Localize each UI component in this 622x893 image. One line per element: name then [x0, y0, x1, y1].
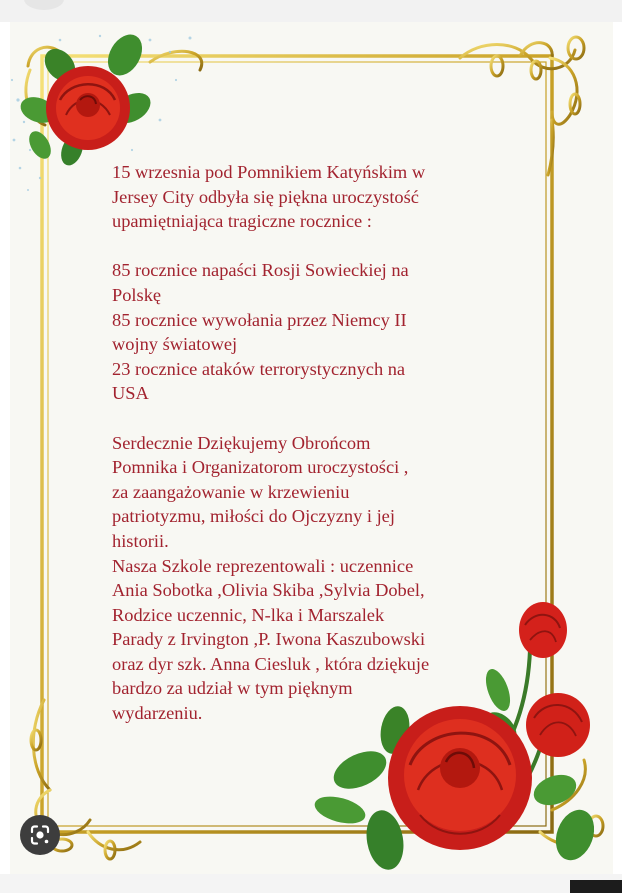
letter-line: Jersey City odbyła się piękna uroczystość	[112, 186, 419, 207]
letter-line: USA	[112, 383, 149, 404]
letter-text	[112, 160, 512, 726]
letter-line: Polskę	[112, 284, 162, 305]
letter-line: za zaangażowanie w krzewieniu	[112, 481, 350, 502]
letter-line: 85 rocznice wywołania przez Niemcy II	[112, 309, 407, 330]
paragraph-gap	[112, 234, 512, 259]
letter-line: Parady z Irvington ,P. Iwona Kaszubowski	[112, 629, 426, 650]
letter-line: upamiętniająca tragiczne rocznice :	[112, 211, 372, 232]
letter-line: Nasza Szkole reprezentowali : uczennice	[112, 555, 414, 576]
letter-line: wojny światowej	[112, 334, 238, 355]
letter-line: Rodzice uczennic, N-lka i Marszalek	[112, 604, 385, 625]
letter-line: Serdecznie Dziękujemy Obrońcom	[112, 432, 371, 453]
letter-line: Pomnika i Organizatorom uroczystości ,	[112, 457, 409, 478]
letter-line: historii.	[112, 530, 169, 551]
letter-line: bardzo za udział w tym pięknym	[112, 678, 353, 699]
letter-line: wydarzeniu.	[112, 703, 203, 724]
google-lens-icon	[20, 815, 60, 855]
paragraph-gap	[112, 406, 512, 431]
letter-line: 85 rocznice napaści Rosji Sowieckiej na	[112, 260, 409, 281]
letter-line: oraz dyr szk. Anna Ciesluk , która dziękuje	[112, 653, 430, 674]
letter-line: 15 wrzesnia pod Pomnikiem Katyńskim w	[112, 162, 426, 182]
letter-line: Ania Sobotka ,Olivia Skiba ,Sylvia Dobel,	[112, 580, 425, 601]
google-lens-button[interactable]	[20, 815, 60, 855]
letter-line: patriotyzmu, miłości do Ojczyzny i jej	[112, 506, 395, 527]
letter-line: 23 rocznice ataków terrorystycznych na	[112, 358, 406, 379]
